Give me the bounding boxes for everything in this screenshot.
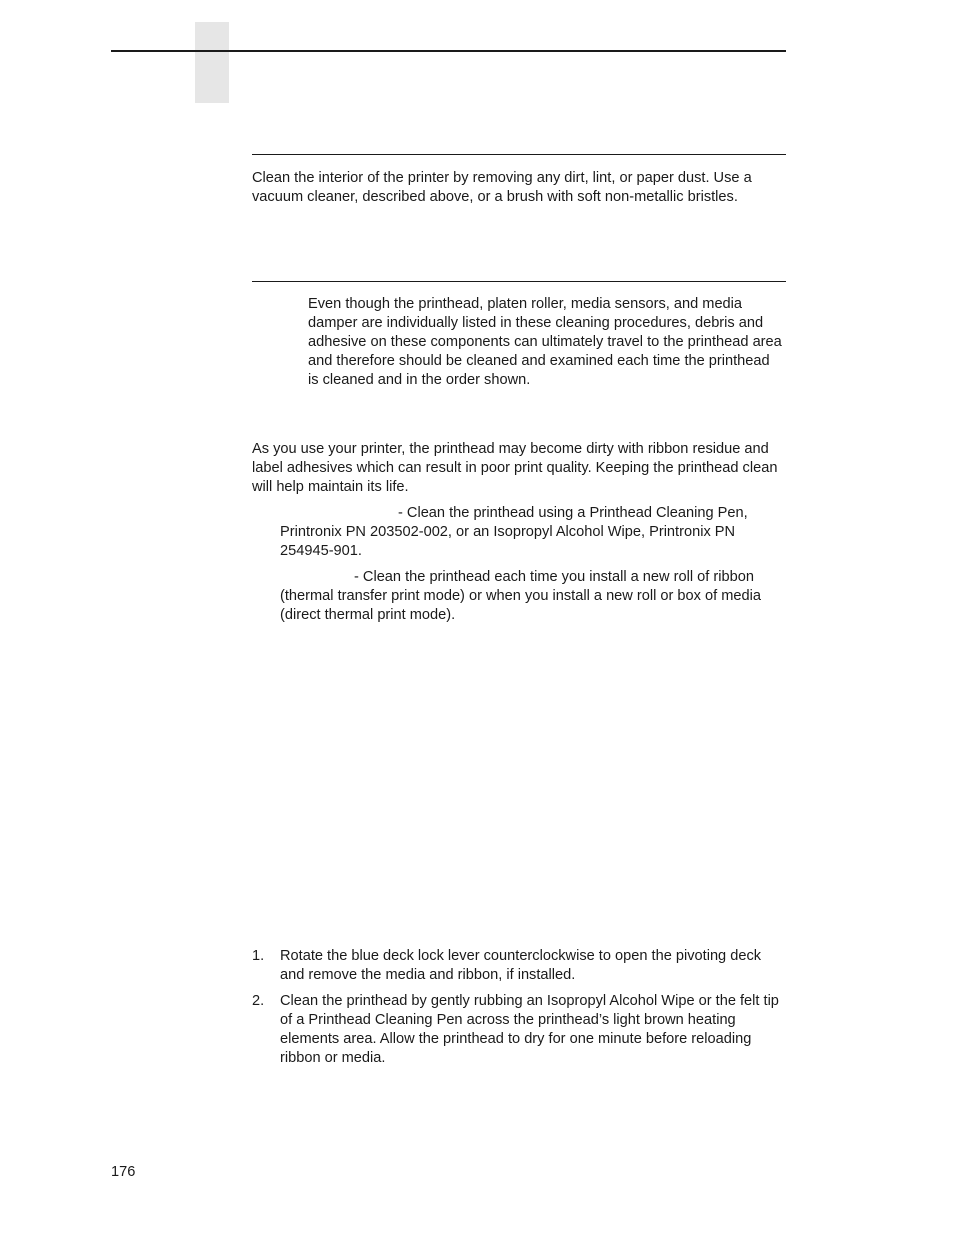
chapter-tab bbox=[195, 22, 229, 103]
page-number: 176 bbox=[111, 1164, 136, 1180]
step-number: 2. bbox=[252, 993, 265, 1009]
printhead-intro-text: As you use your printer, the printhead may become dirty with ribbon residue and label adhesives which can result in poor print quality. Keeping the printhead clean will help maintain its life. bbox=[252, 441, 778, 495]
step-text: Clean the printhead by gently rubbing an Isopropyl Alcohol Wipe or the felt tip of a Printhead Cleaning Pen across the printhead’s light brown heating elements area. Allow the printhead to dry for one minute before reloading ribbon or media. bbox=[280, 993, 779, 1066]
header-rule bbox=[111, 50, 786, 52]
step-text: Rotate the blue deck lock lever counterclockwise to open the pivoting deck and remove the media and ribbon, if installed. bbox=[280, 948, 762, 983]
section-rule-printhead bbox=[252, 281, 786, 282]
step-number: 1. bbox=[252, 948, 265, 964]
cleaning-frequency-text: - Clean the printhead each time you install a new roll of ribbon (thermal transfer print mode) or when you install a new roll or box of media (direct thermal print mode). bbox=[280, 569, 761, 623]
section-rule-interior bbox=[252, 154, 786, 155]
cleaning-method-text: - Clean the printhead using a Printhead Cleaning Pen, Printronix PN 203502-002, or an Isopropyl Alcohol Wipe, Printronix PN 254945-901. bbox=[280, 505, 748, 559]
note-text: Even though the printhead, platen roller, media sensors, and media damper are individually listed in these cleaning procedures, debris and adhesive on these components can ultimately travel to the printhead area and therefore should be cleaned and examined each time the printhead is cleaned and in the order shown. bbox=[308, 296, 782, 388]
interior-cleaning-text: Clean the interior of the printer by removing any dirt, lint, or paper dust. Use a vacuum cleaner, described above, or a brush with soft non-metallic bristles. bbox=[252, 170, 752, 205]
